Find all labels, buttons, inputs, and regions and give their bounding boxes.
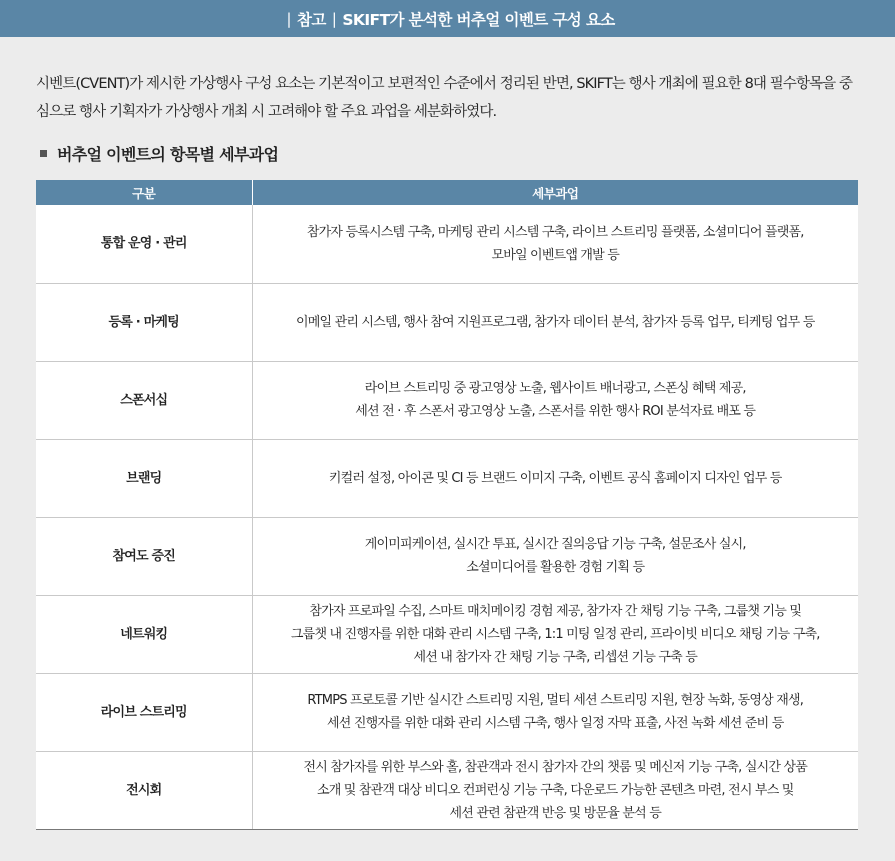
row-details: [252, 283, 858, 361]
row-details: [252, 361, 858, 439]
row-detail-line: 모바일 이벤트앱 개발 등: [491, 247, 620, 263]
header-separator-right: |: [331, 9, 337, 28]
row-category: 스폰서십: [36, 361, 252, 439]
header-bar: [0, 0, 895, 37]
table-row: [36, 205, 858, 283]
row-details: [252, 751, 858, 829]
table-row: [36, 517, 858, 595]
header-separator-left: |: [286, 9, 291, 28]
row-category: 브랜딩: [36, 439, 252, 517]
row-details: [252, 595, 858, 673]
tasks-table: [36, 180, 858, 830]
row-detail-line: 참가자 프로파일 수집, 스마트 매치메이킹 경험 제공, 참가자 간 채팅 기능 구축, 그룹챗 기능 및: [309, 603, 802, 619]
table-row: [36, 673, 858, 751]
table-row: [36, 283, 858, 361]
table-row: [36, 751, 858, 829]
row-category: 통합 운영 · 관리: [36, 205, 252, 283]
row-detail-line: 이메일 관리 시스템, 행사 참여 지원프로그램, 참가자 데이터 분석, 참가자 등록 업무, 티케팅 업무 등: [295, 314, 815, 330]
row-detail-line: 세션 관련 참관객 반응 및 방문율 분석 등: [449, 805, 661, 821]
table-row: [36, 595, 858, 673]
row-detail-line: 소개 및 참관객 대상 비디오 컨퍼런싱 기능 구축, 다운로드 가능한 콘텐츠 마련, 전시 부스 및: [316, 782, 794, 798]
row-detail-line: 세션 진행자를 위한 대화 관리 시스템 구축, 행사 일정 자막 표출, 사전 녹화 세션 준비 등: [327, 716, 784, 731]
table-body: [36, 205, 858, 829]
intro-paragraph: 시벤트(CVENT)가 제시한 가상행사 구성 요소는 기본적이고 보편적인 수준에서 정리된 반면, SKIFT는 행사 개최에 필요한 8대 필수항목을 중심으로 행사 기획자가 가상행사 개최 시 고려해야 할 주요 과업을 세분화하였다.: [36, 76, 853, 120]
square-bullet-icon: [40, 150, 47, 157]
row-detail-line: 키컬러 설정, 아이콘 및 CI 등 브랜드 이미지 구축, 이벤트 공식 홈페이지 디자인 업무 등: [328, 470, 782, 486]
row-details: [252, 673, 858, 751]
row-detail-line: 전시 참가자를 위한 부스와 홀, 참관객과 전시 참가자 간의 챗룸 및 메신저 기능 구축, 실시간 상품: [303, 759, 807, 775]
row-detail-line: 그룹챗 내 진행자를 위한 대화 관리 시스템 구축, 1:1 미팅 일정 관리, 프라이빗 비디오 채팅 기능 구축,: [290, 626, 820, 642]
table-row: [36, 439, 858, 517]
row-detail-line: 참가자 등록시스템 구축, 마케팅 관리 시스템 구축, 라이브 스트리밍 플랫폼, 소셜미디어 플랫폼,: [306, 224, 804, 240]
row-detail-line: 게이미피케이션, 실시간 투표, 실시간 질의응답 기능 구축, 설문조사 실시,: [364, 537, 746, 552]
table-row: [36, 361, 858, 439]
row-category: 네트워킹: [36, 595, 252, 673]
row-detail-line: 소셜미디어를 활용한 경험 기획 등: [466, 560, 645, 575]
header-title: SKIFT가 분석한 버추얼 이벤트 구성 요소: [342, 10, 615, 29]
section-heading: [40, 142, 278, 165]
table-header-row: [36, 180, 858, 205]
row-category: 등록 · 마케팅: [36, 283, 252, 361]
header-tag: 참고: [296, 10, 326, 29]
row-category: 라이브 스트리밍: [36, 673, 252, 751]
row-details: [252, 439, 858, 517]
row-detail-line: 라이브 스트리밍 중 광고영상 노출, 웹사이트 배너광고, 스폰싱 혜택 제공,: [364, 381, 746, 396]
row-details: [252, 517, 858, 595]
column-header-details: 세부과업: [252, 180, 858, 205]
row-detail-line: 세션 전 · 후 스폰서 광고영상 노출, 스폰서를 위한 행사 ROI 분석자료 배포 등: [355, 404, 756, 419]
section-heading-text: 버추얼 이벤트의 항목별 세부과업: [57, 145, 279, 164]
row-details: [252, 205, 858, 283]
row-detail-line: 세션 내 참가자 간 채팅 기능 구축, 리셉션 기능 구축 등: [413, 649, 698, 665]
row-detail-line: RTMPS 프로토콜 기반 실시간 스트리밍 지원, 멀티 세션 스트리밍 지원, 현장 녹화, 동영상 재생,: [307, 693, 804, 708]
row-category: 전시회: [36, 751, 252, 829]
row-category: 참여도 증진: [36, 517, 252, 595]
column-header-category: 구분: [36, 180, 252, 205]
